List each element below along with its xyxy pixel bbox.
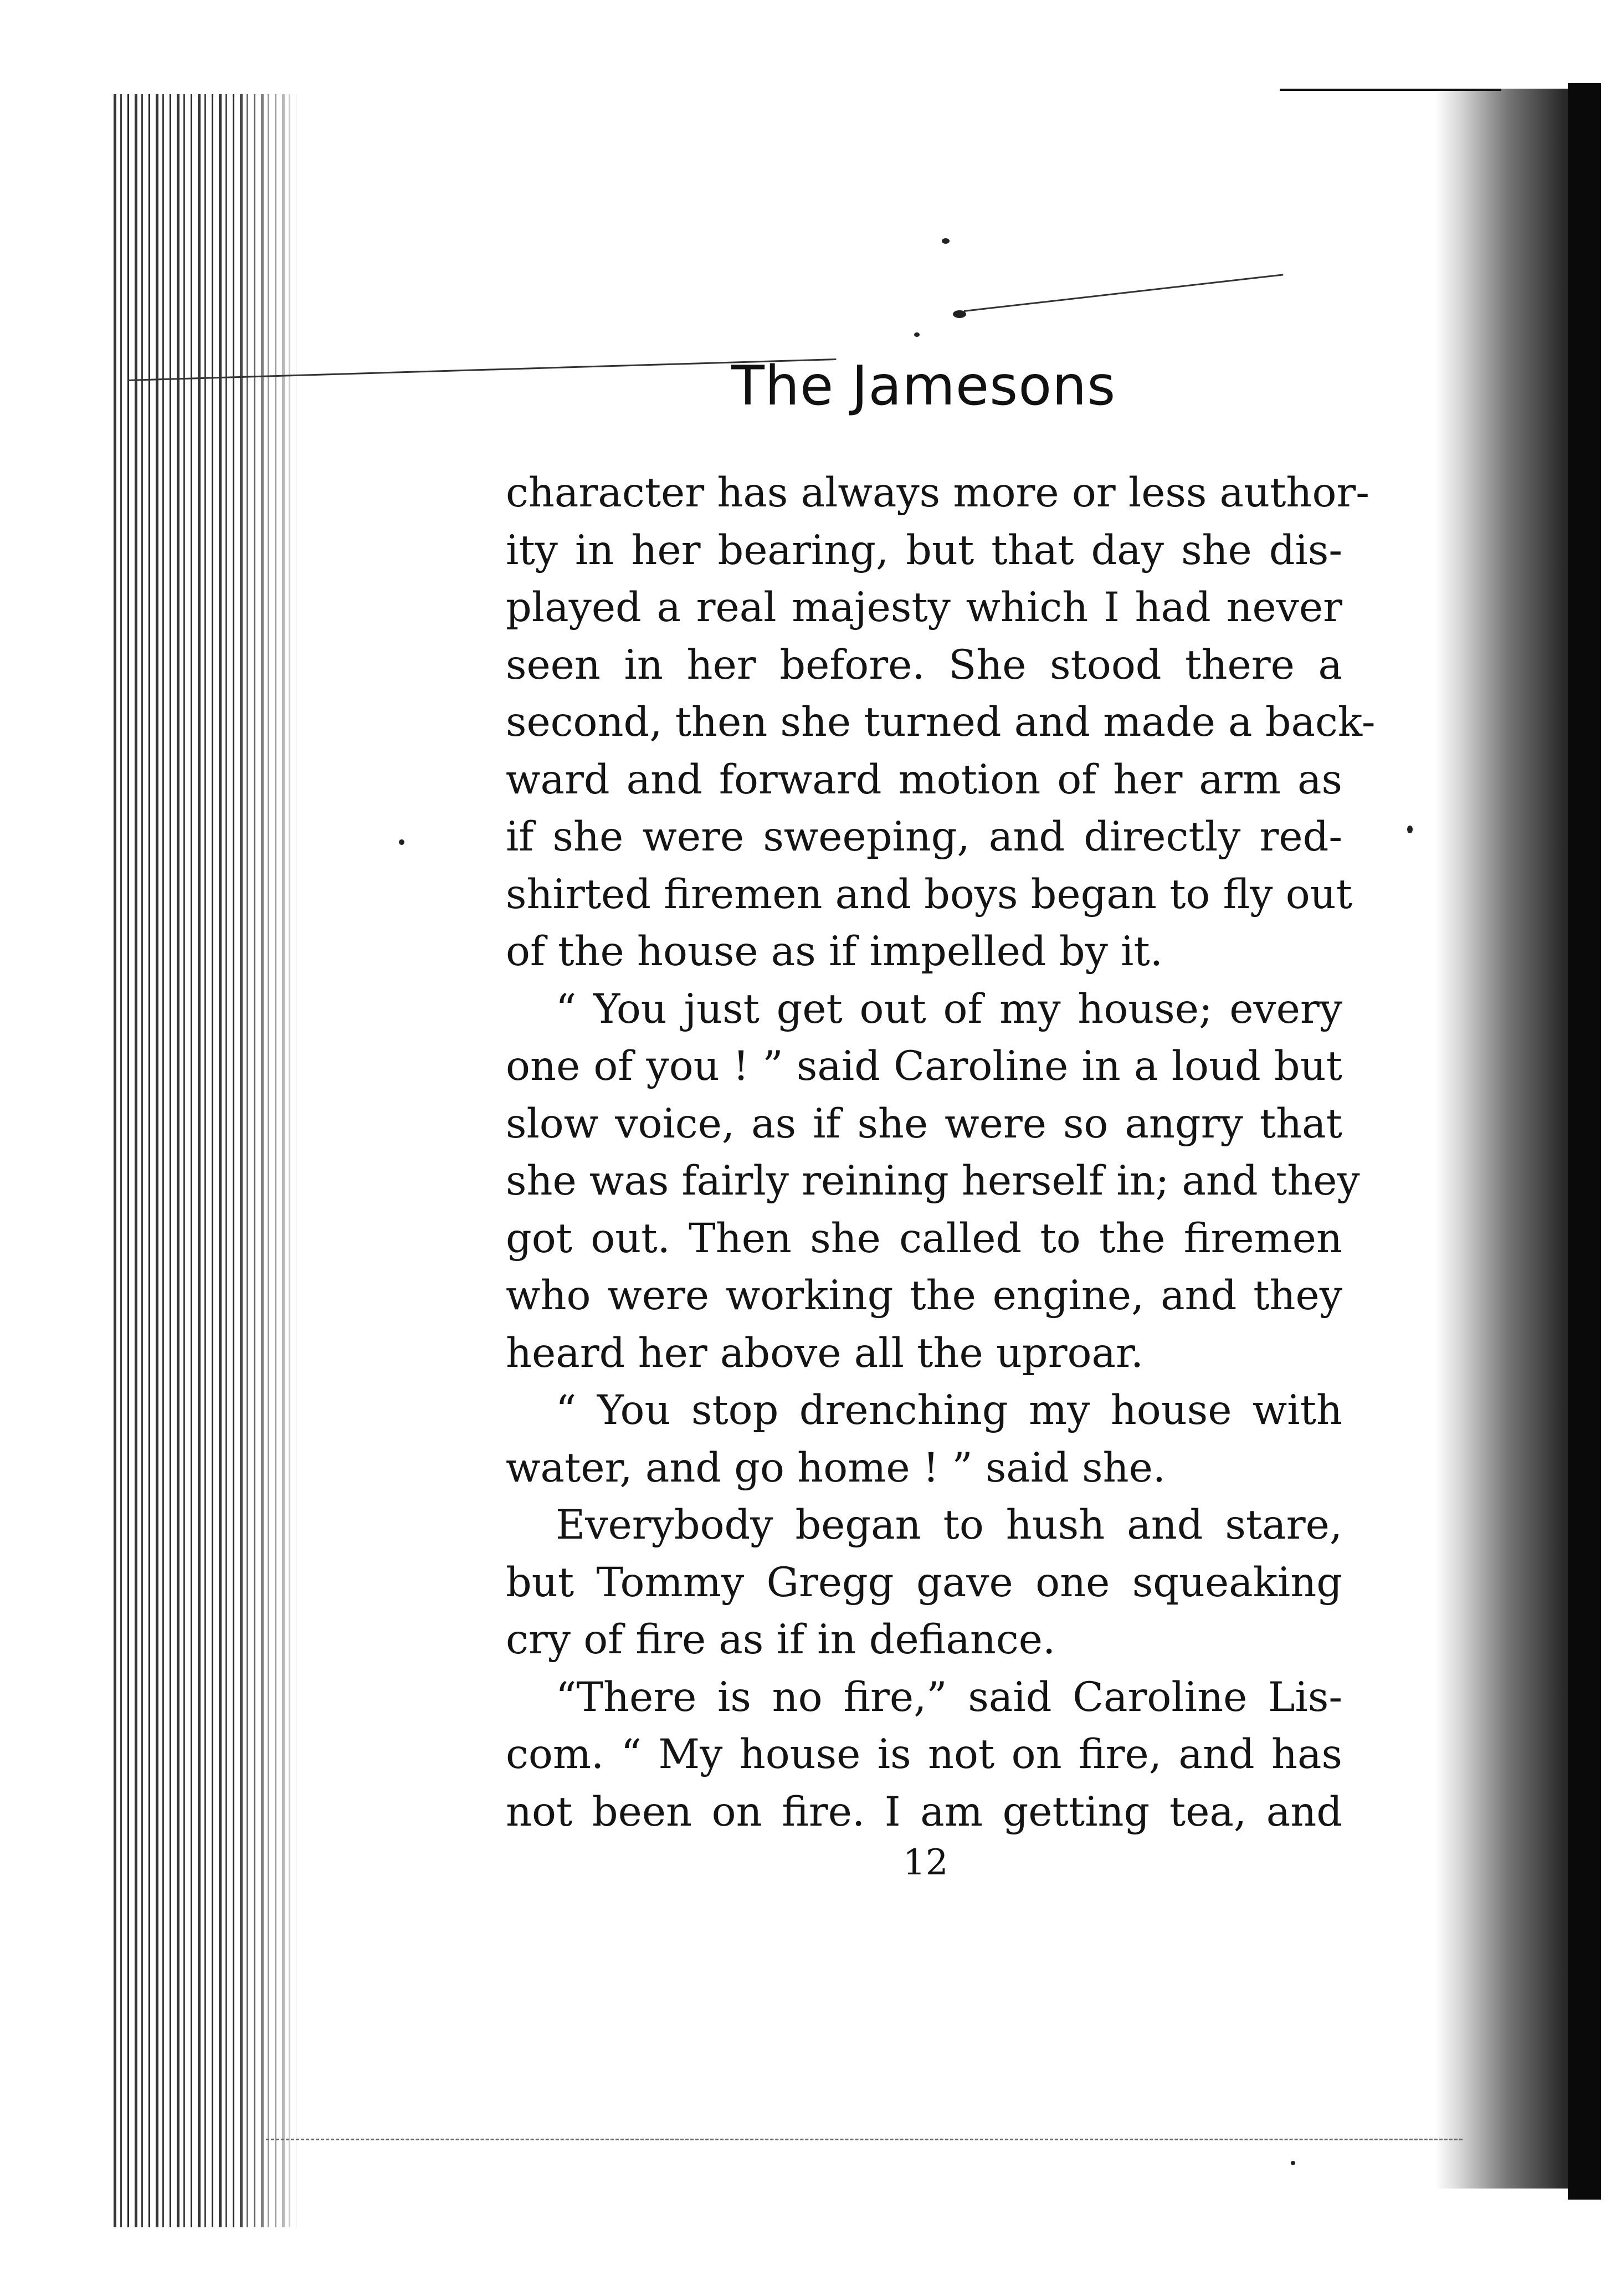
scan-top-edge-line: [1280, 89, 1501, 91]
body-text: [506, 464, 1376, 1841]
scan-speck: [914, 332, 920, 337]
scan-edge-right-bar: [1568, 83, 1601, 2200]
text-line: “ You stop drenching my house with: [556, 1387, 1342, 1434]
text-line: of the house as if impelled by it.: [506, 928, 1163, 975]
text-line: not been on fire. I am getting tea, and: [506, 1788, 1342, 1836]
text-line: slow voice, as if she were so angry that: [506, 1100, 1342, 1147]
scan-speck: [953, 310, 966, 318]
scan-bottom-dashes: [266, 2139, 1463, 2140]
text-line: second, then she turned and made a back-: [506, 699, 1376, 746]
text-line: but Tommy Gregg gave one squeaking: [506, 1559, 1342, 1606]
text-line: water, and go home ! ” said she.: [506, 1444, 1166, 1492]
text-line: cry of fire as if in defiance.: [506, 1616, 1056, 1663]
text-line: seen in her before. She stood there a: [506, 641, 1342, 689]
page-number: 12: [903, 1842, 948, 1883]
scan-speck: [942, 238, 950, 244]
text-line: ward and forward motion of her arm as: [506, 756, 1342, 803]
text-line: if she were sweeping, and directly red-: [506, 813, 1342, 860]
binding-edge-fade: [233, 94, 310, 2227]
running-head: The Jamesons: [731, 355, 1116, 418]
text-line: got out. Then she called to the firemen: [506, 1214, 1342, 1262]
text-line: who were working the engine, and they: [506, 1272, 1342, 1319]
text-line: “ You just get out of my house; every: [556, 985, 1342, 1033]
text-line: Everybody began to hush and stare,: [556, 1501, 1342, 1549]
scan-speck: [1407, 826, 1413, 833]
text-line: played a real majesty which I had never: [506, 584, 1342, 631]
text-line: com. “ My house is not on fire, and has: [506, 1731, 1342, 1778]
text-line: “There is no fire,” said Caroline Lis-: [556, 1673, 1342, 1721]
scan-stray-line-right: [964, 274, 1284, 312]
scan-speck: [1291, 2161, 1295, 2165]
scan-speck: [399, 839, 404, 845]
text-line: character has always more or less author-: [506, 469, 1369, 516]
text-line: she was fairly reining herself in; and they: [506, 1157, 1360, 1205]
text-line: heard her above all the uproar.: [506, 1329, 1144, 1377]
text-line: ity in her bearing, but that day she dis-: [506, 526, 1342, 574]
text-line: shirted firemen and boys began to fly out: [506, 870, 1353, 918]
text-line: one of you ! ” said Caroline in a loud but: [506, 1043, 1342, 1090]
